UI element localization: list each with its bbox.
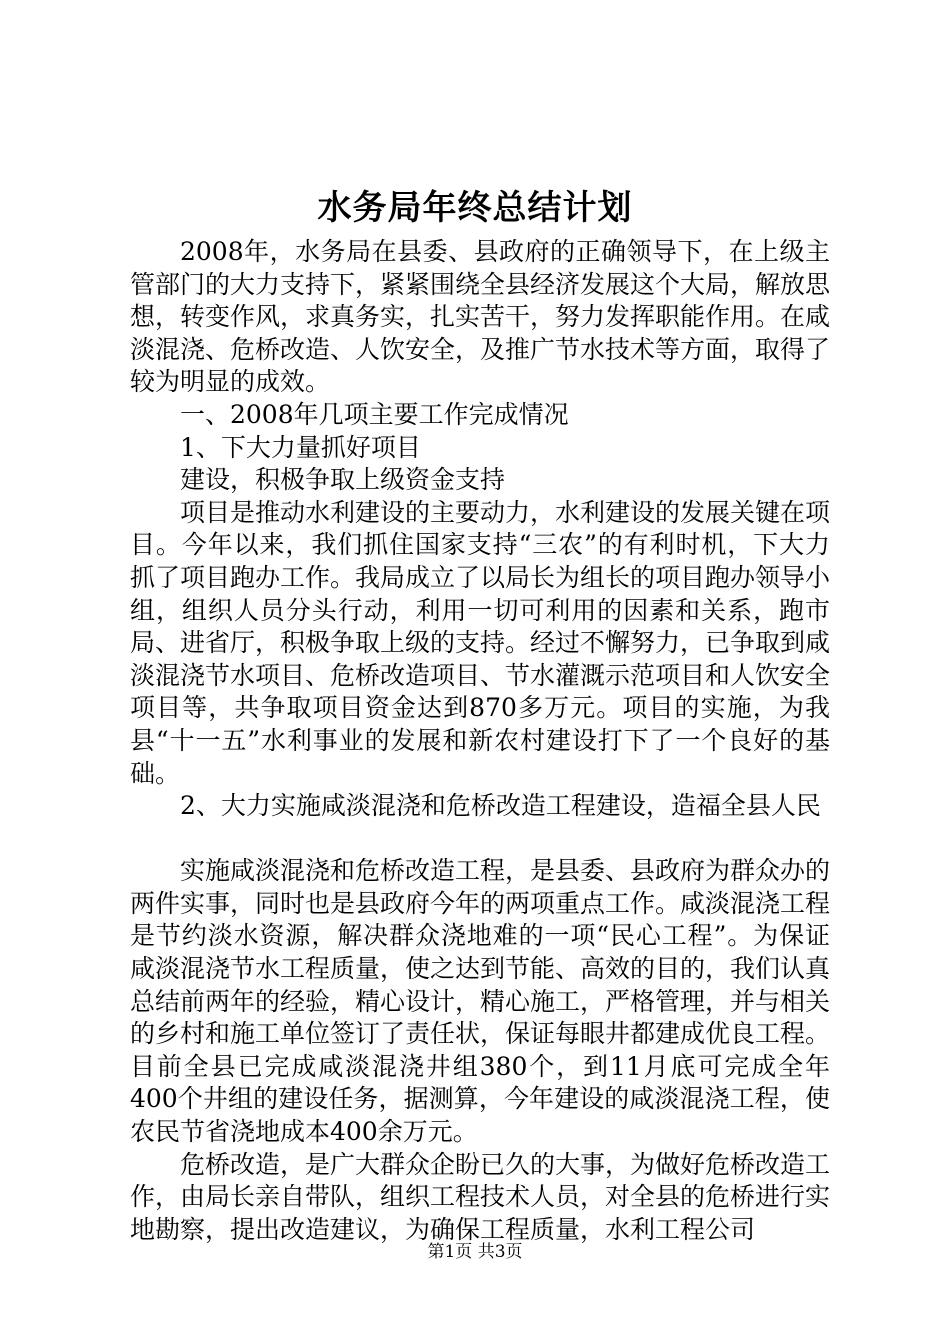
paragraph-projects: 项目是推动水利建设的主要动力，水利建设的发展关键在项目。今年以来，我们抓住国家支持“三农”的有利时机，下大力抓了项目跑办工作。我局成立了以局长为组长的项目跑办领导小组，组织人员分头行动，利用一切可利用的因素和关系，跑市局、进省厅，积极争取上级的支持。经过不懈努力，已争取到咸淡混浇节水项目、危桥改造项目、节水灌溉示范项目和人饮安全项目等，共争取项目资金达到870多万元。项目的实施，为我县“十一五”水利事业的发展和新农村建设打下了一个良好的基础。 bbox=[130, 497, 831, 788]
paragraph-bridges: 危桥改造，是广大群众企盼已久的大事，为做好危桥改造工作，由局长亲自带队，组织工程技术人员，对全县的危桥进行实地勘察，提出改造建议，为确保工程质量，水利工程公司 bbox=[130, 1149, 831, 1244]
paragraph-intro: 2008年，水务局在县委、县政府的正确领导下，在上级主管部门的大力支持下，紧紧围绕全县经济发展这个大局，解放思想，转变作风，求真务实，扎实苦干，努力发挥职能作用。在咸淡混浇、危桥改造、人饮安全，及推广节水技术等方面，取得了较为明显的成效。 bbox=[130, 237, 831, 397]
subheading-2: 2、大力实施咸淡混浇和危桥改造工程建设，造福全县人民 bbox=[180, 791, 821, 821]
subheading-1-continued: 建设，积极争取上级资金支持 bbox=[180, 465, 506, 495]
section-heading-1: 一、2008年几项主要工作完成情况 bbox=[180, 399, 569, 429]
paragraph-irrigation: 实施咸淡混浇和危桥改造工程，是县委、县政府为群众办的两件实事，同时也是县政府今年的两项重点工作。咸淡混浇工程是节约淡水资源，解决群众浇地难的一项“民心工程”。为保证咸淡混浇节水工程质量，使之达到节能、高效的目的，我们认真总结前两年的经验，精心设计，精心施工，严格管理，并与相关的乡村和施工单位签订了责任状，保证每眼井都建成优良工程。目前全县已完成咸淡混浇井组380个，到11月底可完成全年400个井组的建设任务，据测算，今年建设的咸淡混浇工程，使农民节省浇地成本400余万元。 bbox=[130, 856, 831, 1147]
subheading-1: 1、下大力量抓好项目 bbox=[180, 432, 421, 462]
page-footer: 第1页 共3页 bbox=[427, 1242, 523, 1262]
document-body bbox=[130, 236, 830, 1246]
document-title: 水务局年终总结计划 bbox=[317, 188, 633, 228]
